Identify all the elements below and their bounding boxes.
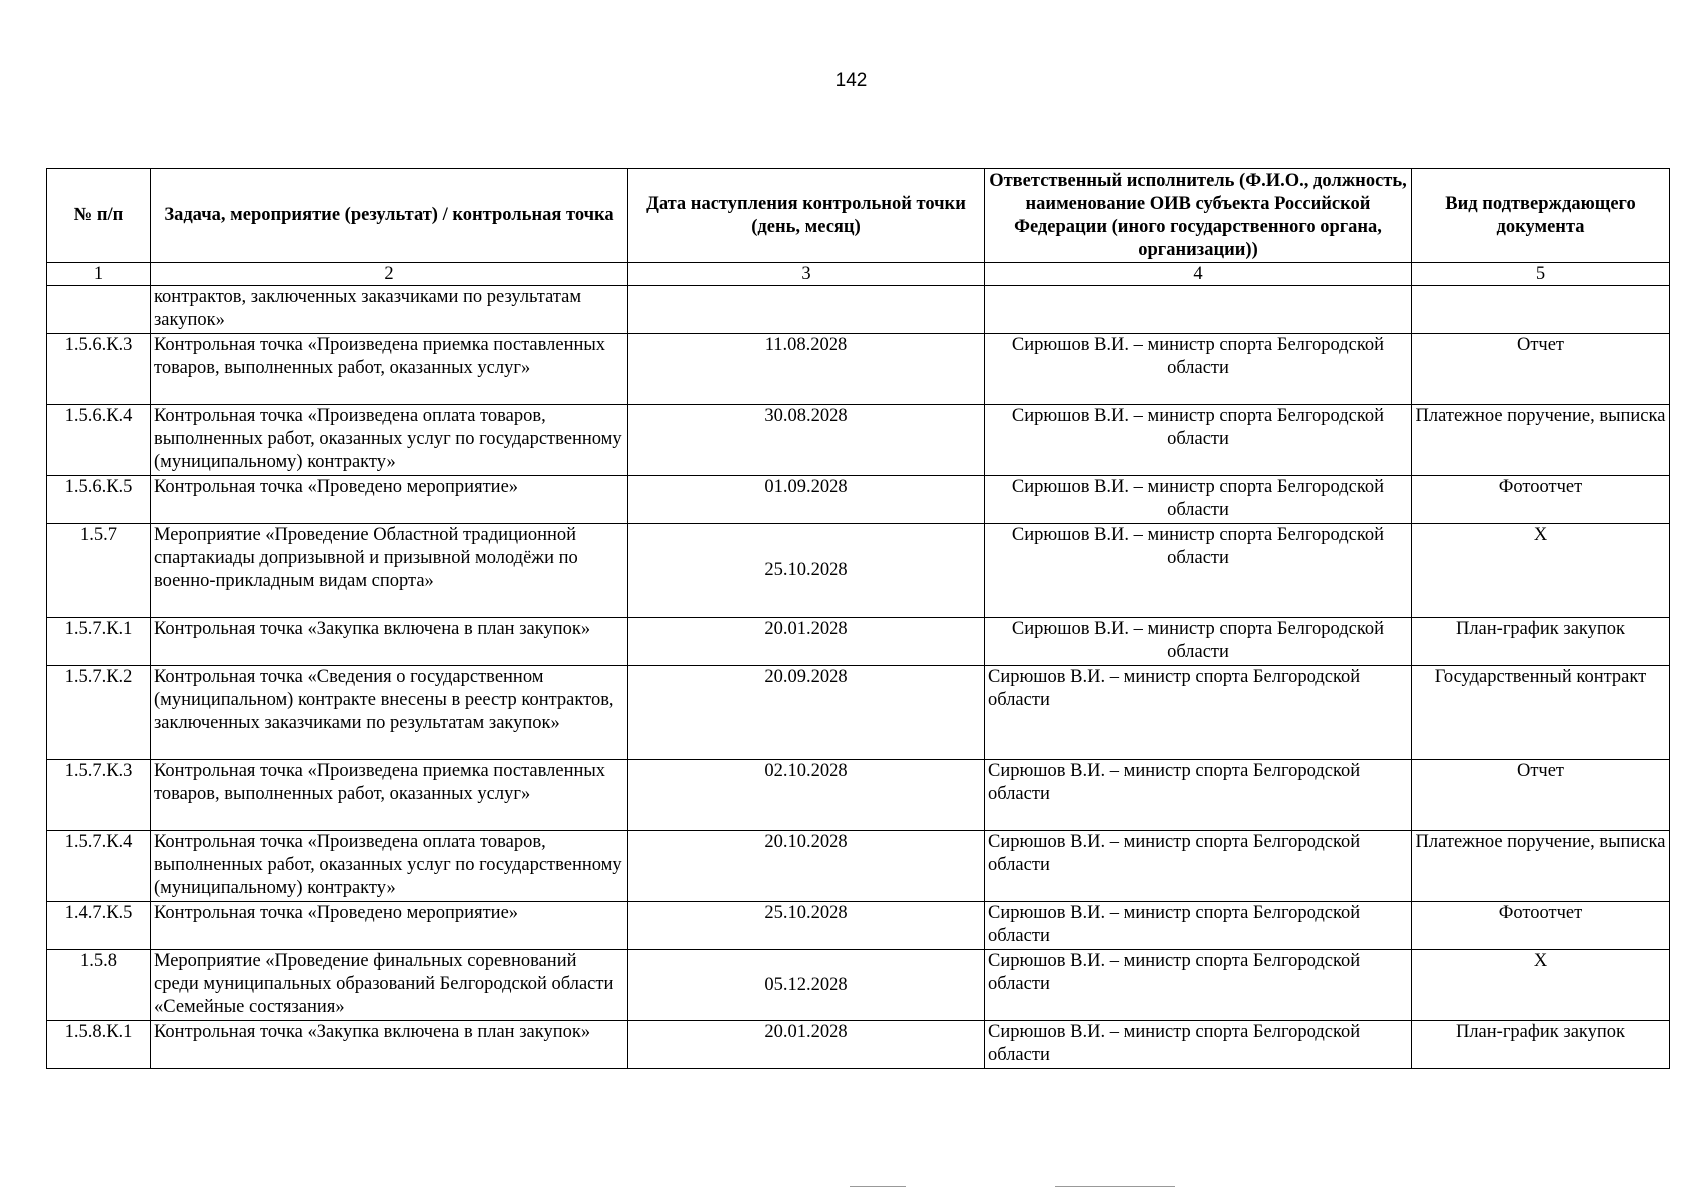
row-document: План-график закупок — [1412, 618, 1670, 666]
header-responsible: Ответственный исполнитель (Ф.И.О., должность, наименование ОИВ субъекта Российской Федерации (иного государственного органа, организации)) — [985, 169, 1412, 263]
table-row — [47, 334, 1670, 405]
header-num: № п/п — [47, 169, 151, 263]
row-task: Контрольная точка «Произведена приемка поставленных товаров, выполненных работ, оказанных услуг» — [151, 334, 628, 405]
row-date: 30.08.2028 — [628, 405, 985, 476]
header-row — [47, 169, 1670, 263]
row-document — [1412, 286, 1670, 334]
row-task: Контрольная точка «Произведена оплата товаров, выполненных работ, оказанных услуг по государственному (муниципальному) контракту» — [151, 831, 628, 902]
row-responsible: Сирюшов В.И. – министр спорта Белгородской области — [985, 618, 1412, 666]
row-responsible: Сирюшов В.И. – министр спорта Белгородской области — [985, 902, 1412, 950]
column-number: 5 — [1412, 263, 1670, 286]
row-number: 1.5.7.К.3 — [47, 760, 151, 831]
row-date: 25.10.2028 — [628, 524, 985, 618]
row-task: Контрольная точка «Закупка включена в план закупок» — [151, 1021, 628, 1069]
row-document: Платежное поручение, выписка — [1412, 405, 1670, 476]
row-task: Контрольная точка «Сведения о государственном (муниципальном) контракте внесены в реестр контрактов, заключенных заказчиками по результатам закупок» — [151, 666, 628, 760]
table-row — [47, 1021, 1670, 1069]
row-date — [628, 286, 985, 334]
table-row — [47, 950, 1670, 1021]
table-row — [47, 831, 1670, 902]
row-document: План-график закупок — [1412, 1021, 1670, 1069]
schedule-table — [46, 168, 1670, 1069]
row-document: Отчет — [1412, 334, 1670, 405]
table-row — [47, 902, 1670, 950]
header-document: Вид подтверждающего документа — [1412, 169, 1670, 263]
row-task: Контрольная точка «Проведено мероприятие» — [151, 902, 628, 950]
row-responsible: Сирюшов В.И. – министр спорта Белгородской области — [985, 950, 1412, 1021]
table-row — [47, 760, 1670, 831]
column-number: 3 — [628, 263, 985, 286]
row-number: 1.5.7 — [47, 524, 151, 618]
row-task: Мероприятие «Проведение финальных соревнований среди муниципальных образований Белгородской области «Семейные состязания» — [151, 950, 628, 1021]
footer-line — [1055, 1186, 1175, 1187]
footer-line — [850, 1186, 906, 1187]
table-row — [47, 618, 1670, 666]
row-responsible: Сирюшов В.И. – министр спорта Белгородской области — [985, 760, 1412, 831]
row-number: 1.5.7.К.2 — [47, 666, 151, 760]
row-responsible: Сирюшов В.И. – министр спорта Белгородской области — [985, 476, 1412, 524]
row-date: 20.01.2028 — [628, 1021, 985, 1069]
table-row — [47, 666, 1670, 760]
header-task: Задача, мероприятие (результат) / контрольная точка — [151, 169, 628, 263]
column-number: 2 — [151, 263, 628, 286]
row-date: 25.10.2028 — [628, 902, 985, 950]
row-number: 1.4.7.К.5 — [47, 902, 151, 950]
row-number: 1.5.6.К.4 — [47, 405, 151, 476]
row-date: 20.01.2028 — [628, 618, 985, 666]
row-document: Х — [1412, 950, 1670, 1021]
column-number: 1 — [47, 263, 151, 286]
row-document: Фотоотчет — [1412, 902, 1670, 950]
row-responsible: Сирюшов В.И. – министр спорта Белгородской области — [985, 1021, 1412, 1069]
row-date: 20.10.2028 — [628, 831, 985, 902]
row-number: 1.5.6.К.5 — [47, 476, 151, 524]
row-date: 11.08.2028 — [628, 334, 985, 405]
row-task: Контрольная точка «Произведена оплата товаров, выполненных работ, оказанных услуг по государственному (муниципальному) контракту» — [151, 405, 628, 476]
row-number — [47, 286, 151, 334]
row-task: Мероприятие «Проведение Областной традиционной спартакиады допризывной и призывной молодёжи по военно-прикладным видам спорта» — [151, 524, 628, 618]
row-number: 1.5.7.К.4 — [47, 831, 151, 902]
row-responsible: Сирюшов В.И. – министр спорта Белгородской области — [985, 666, 1412, 760]
table-row — [47, 286, 1670, 334]
header-date: Дата наступления контрольной точки (день, месяц) — [628, 169, 985, 263]
row-date: 02.10.2028 — [628, 760, 985, 831]
row-document: Фотоотчет — [1412, 476, 1670, 524]
row-task: Контрольная точка «Проведено мероприятие» — [151, 476, 628, 524]
row-date: 01.09.2028 — [628, 476, 985, 524]
row-number: 1.5.8 — [47, 950, 151, 1021]
row-date: 20.09.2028 — [628, 666, 985, 760]
row-document: Платежное поручение, выписка — [1412, 831, 1670, 902]
row-responsible: Сирюшов В.И. – министр спорта Белгородской области — [985, 524, 1412, 618]
row-task: Контрольная точка «Произведена приемка поставленных товаров, выполненных работ, оказанных услуг» — [151, 760, 628, 831]
row-document: Отчет — [1412, 760, 1670, 831]
row-number: 1.5.7.К.1 — [47, 618, 151, 666]
table-row — [47, 524, 1670, 618]
row-responsible — [985, 286, 1412, 334]
row-responsible: Сирюшов В.И. – министр спорта Белгородской области — [985, 831, 1412, 902]
row-task: контрактов, заключенных заказчиками по результатам закупок» — [151, 286, 628, 334]
row-number: 1.5.6.К.3 — [47, 334, 151, 405]
row-number: 1.5.8.К.1 — [47, 1021, 151, 1069]
row-date: 05.12.2028 — [628, 950, 985, 1021]
column-number: 4 — [985, 263, 1412, 286]
row-task: Контрольная точка «Закупка включена в план закупок» — [151, 618, 628, 666]
table-row — [47, 476, 1670, 524]
row-responsible: Сирюшов В.И. – министр спорта Белгородской области — [985, 405, 1412, 476]
row-document: Государственный контракт — [1412, 666, 1670, 760]
table-row — [47, 405, 1670, 476]
row-document: Х — [1412, 524, 1670, 618]
row-responsible: Сирюшов В.И. – министр спорта Белгородской области — [985, 334, 1412, 405]
page-number: 142 — [835, 70, 868, 91]
column-number-row — [47, 263, 1670, 286]
